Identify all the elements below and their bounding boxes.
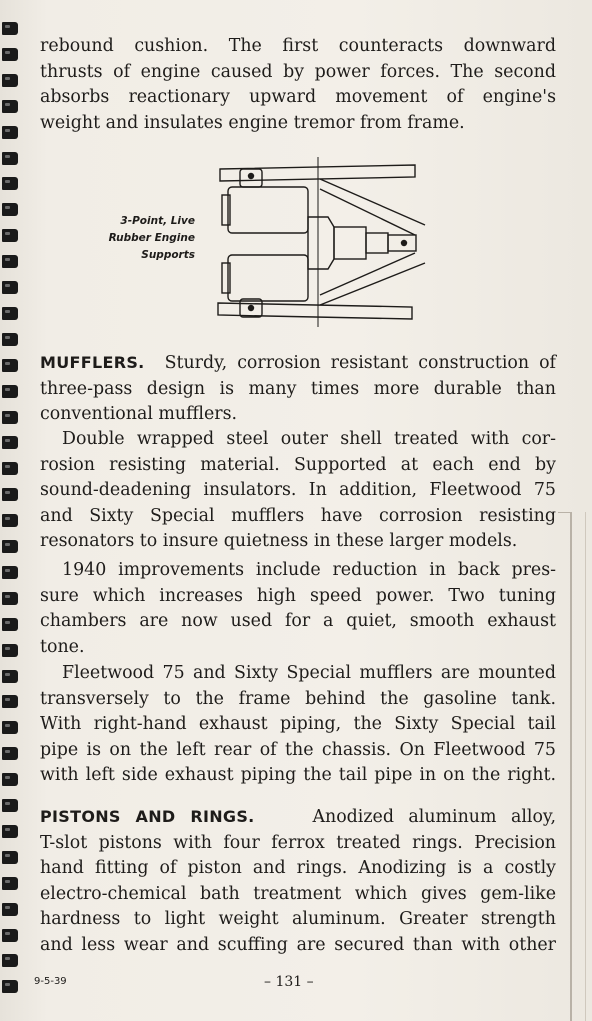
text-line: tone. xyxy=(40,636,85,657)
binding-ring xyxy=(2,359,18,372)
caption-line: Supports xyxy=(141,249,195,261)
binding-ring xyxy=(2,980,18,993)
text-line: sure which increases high speed power. Two tuning xyxy=(40,585,556,606)
binding-ring xyxy=(2,152,18,165)
binding-ring xyxy=(2,411,18,424)
text-line: rebound cushion. The first counteracts downward xyxy=(40,36,556,56)
binding-ring xyxy=(2,773,18,786)
text-line: thrusts of engine caused by power forces. The second xyxy=(40,61,556,82)
text-line: and Sixty Special mufflers have corrosion resisting xyxy=(40,505,556,526)
binding-ring xyxy=(2,670,18,683)
binding-ring xyxy=(2,954,18,967)
binding-ring xyxy=(2,48,18,61)
caption-line: 3-Point, Live xyxy=(120,215,195,227)
binding-ring xyxy=(2,592,18,605)
text-line: three-pass design is many times more durable than xyxy=(40,378,556,399)
text-line: sound-deadening insulators. In addition, Fleetwood 75 xyxy=(40,480,556,501)
binding-ring xyxy=(2,333,18,346)
binding-ring xyxy=(2,177,18,190)
binding-ring xyxy=(2,307,18,320)
text-line: and less wear and scuffing are secured than with other xyxy=(40,934,556,955)
page-edge-shadow xyxy=(585,512,586,1021)
mufflers-paragraph-1 xyxy=(40,350,556,428)
engine-diagram xyxy=(90,155,440,330)
binding-ring xyxy=(2,22,18,35)
binding-ring xyxy=(2,721,18,734)
text-line xyxy=(40,350,556,377)
binding-ring xyxy=(2,436,18,449)
binding-ring xyxy=(2,488,18,501)
text-line: With right-hand exhaust piping, the Sixty Special tail xyxy=(40,714,556,735)
binding-ring xyxy=(2,540,18,553)
binding-ring xyxy=(2,851,18,864)
binding-ring xyxy=(2,799,18,812)
binding-ring xyxy=(2,385,18,398)
text-line: 1940 improvements include reduction in back pres- xyxy=(62,560,556,580)
binding-ring xyxy=(2,877,18,890)
binding-ring xyxy=(2,747,18,760)
binding-ring xyxy=(2,618,18,631)
text-line: hand fitting of piston and rings. Anodizing is a costly xyxy=(40,858,556,879)
binding-ring xyxy=(2,929,18,942)
page-edge-tab xyxy=(558,512,572,513)
binding-ring xyxy=(2,126,18,139)
binding-ring xyxy=(2,903,18,916)
text-line: hardness to light weight aluminum. Greater strength xyxy=(40,909,556,930)
text-line: resonators to insure quietness in these larger models. xyxy=(40,531,518,552)
text-line: weight and insulates engine tremor from frame. xyxy=(40,112,465,133)
text-line: electro-chemical bath treatment which gives gem-like xyxy=(40,883,556,904)
page-number: – 131 – xyxy=(264,974,314,990)
binding-ring xyxy=(2,566,18,579)
engine-support-figure xyxy=(90,155,440,330)
binding-ring xyxy=(2,229,18,242)
text-line: Double wrapped steel outer shell treated with cor- xyxy=(62,429,556,449)
caption-line: Rubber Engine xyxy=(108,232,195,244)
binding-ring xyxy=(2,695,18,708)
text-line: Fleetwood 75 and Sixty Special mufflers are mounted xyxy=(62,663,556,683)
binding-ring xyxy=(2,255,18,268)
binding-ring xyxy=(2,825,18,838)
text-line: transversely to the frame behind the gasoline tank. xyxy=(40,688,556,709)
pistons-heading: PISTONS AND RINGS. xyxy=(40,807,255,826)
footer-date: 9-5-39 xyxy=(34,976,67,987)
text-line xyxy=(40,804,556,831)
text-line-content: Sturdy, corrosion resistant construction of xyxy=(164,353,556,373)
spiral-binding xyxy=(0,0,24,1021)
text-line: with left side exhaust piping the tail pipe in on the right. xyxy=(40,765,556,786)
mufflers-heading: MUFFLERS. xyxy=(40,353,145,372)
mufflers-paragraph-4 xyxy=(40,661,556,789)
binding-ring xyxy=(2,281,18,294)
text-line: absorbs reactionary upward movement of engine's xyxy=(40,87,556,108)
binding-ring xyxy=(2,74,18,87)
binding-ring xyxy=(2,644,18,657)
intro-paragraph xyxy=(40,34,556,136)
page-edge xyxy=(570,512,572,1021)
binding-ring xyxy=(2,100,18,113)
mufflers-paragraph-2 xyxy=(40,427,556,555)
text-line-content: Anodized aluminum alloy, xyxy=(312,807,556,827)
binding-ring xyxy=(2,462,18,475)
text-line: rosion resisting material. Supported at each end by xyxy=(40,454,556,475)
text-line: T-slot pistons with four ferrox treated rings. Precision xyxy=(40,832,556,853)
binding-ring xyxy=(2,203,18,216)
binding-ring xyxy=(2,514,18,527)
text-line: chambers are now used for a quiet, smooth exhaust xyxy=(40,611,556,632)
text-line: pipe is on the left rear of the chassis. On Fleetwood 75 xyxy=(40,739,556,760)
pistons-paragraph xyxy=(40,804,556,959)
text-line: conventional mufflers. xyxy=(40,404,238,425)
mufflers-paragraph-3 xyxy=(40,558,556,660)
